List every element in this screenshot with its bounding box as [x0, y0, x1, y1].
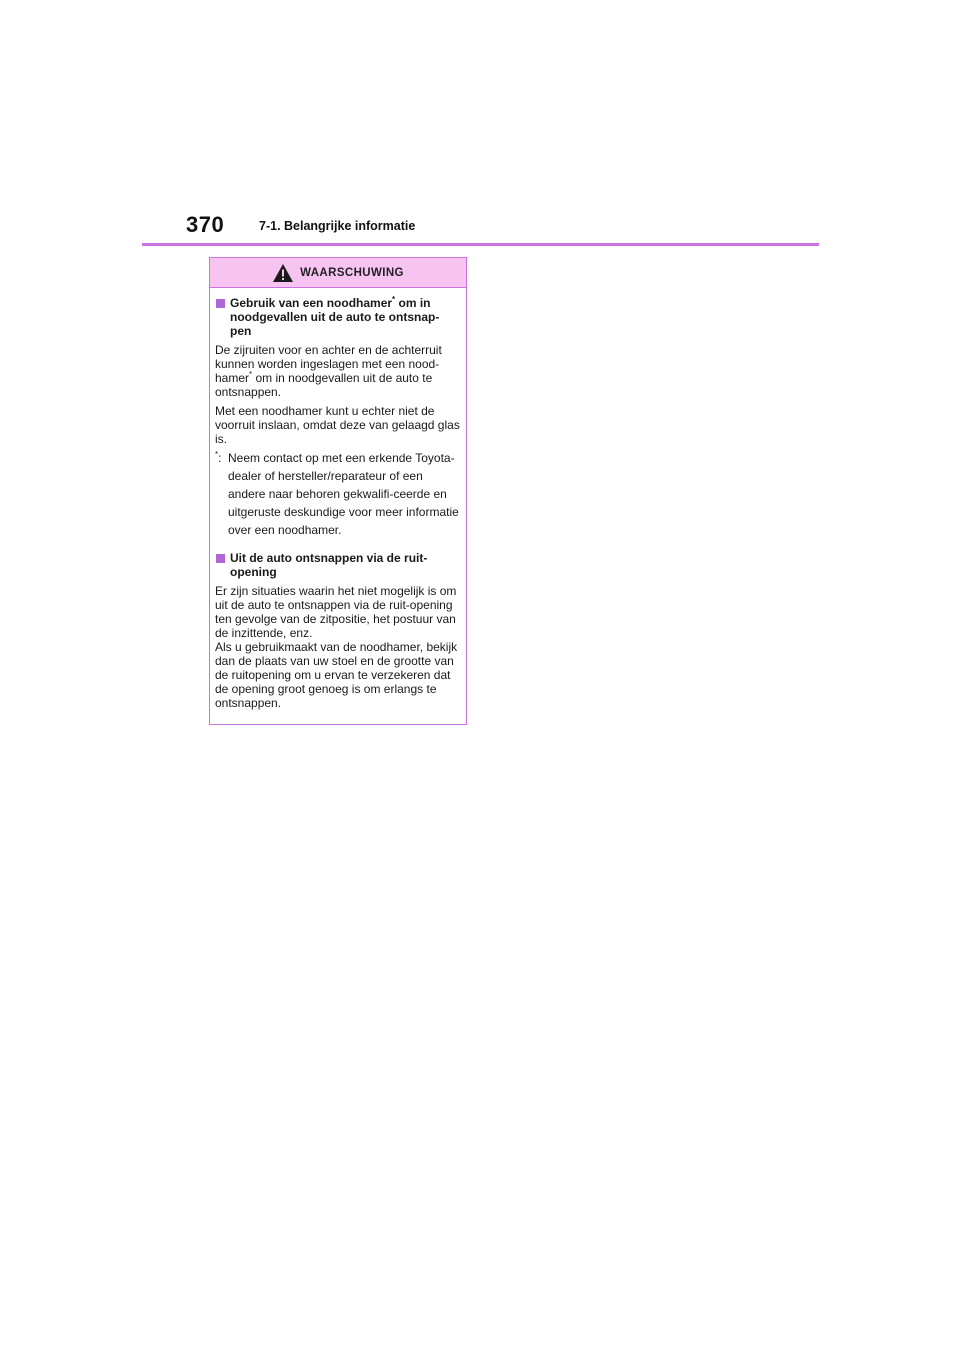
paragraph-zijruiten: De zijruiten voor en achter en de achterruit kunnen worden ingeslagen met een nood-hamer* om in noodgevallen uit de auto te ontsnappen. — [215, 343, 442, 399]
warning-triangle-icon — [272, 263, 294, 283]
section-title: 7-1. Belangrijke informatie — [259, 219, 416, 233]
asterisk-mark: * — [392, 295, 396, 304]
footnote — [215, 451, 460, 539]
warning-header — [210, 258, 466, 288]
page-number: 370 — [186, 212, 225, 237]
footnote-text: Neem contact op met een erkende Toyota-dealer of hersteller/reparateur of een andere naar behoren gekwalifi-ceerde en uitgeruste deskundige voor meer informatie over een noodhamer. — [228, 451, 459, 537]
warning-label: WAARSCHUWING — [300, 266, 404, 279]
subheading-ruitopening — [215, 551, 460, 579]
square-bullet-icon — [216, 554, 225, 563]
square-bullet-icon — [216, 299, 225, 308]
asterisk-mark: * — [249, 370, 253, 379]
footnote-mark: *: — [215, 450, 222, 465]
paragraph-situaties: Er zijn situaties waarin het niet mogelijk is om uit de auto te ontsnappen via de ruit-opening ten gevolge van de zitpositie, het postuur van de inzittende, enz. — [215, 584, 457, 640]
warning-body — [210, 288, 466, 710]
subheading-text: Uit de auto ontsnappen via de ruit-opening — [230, 551, 428, 579]
subheading-text: Gebruik van een noodhamer* om in noodgevallen uit de auto te ontsnap-pen — [230, 295, 440, 338]
subheading-noodhamer — [215, 296, 460, 338]
header-divider — [142, 243, 819, 246]
paragraph-voorruit: Met een noodhamer kunt u echter niet de voorruit inslaan, omdat deze van gelaagd glas is. — [215, 404, 460, 446]
paragraph-stoel: Als u gebruikmaakt van de noodhamer, bekijk dan de plaats van uw stoel en de grootte van de ruitopening om u ervan te verzekeren dat de opening groot genoeg is om erlangs te ontsnappen. — [215, 640, 458, 710]
warning-box — [209, 257, 467, 725]
